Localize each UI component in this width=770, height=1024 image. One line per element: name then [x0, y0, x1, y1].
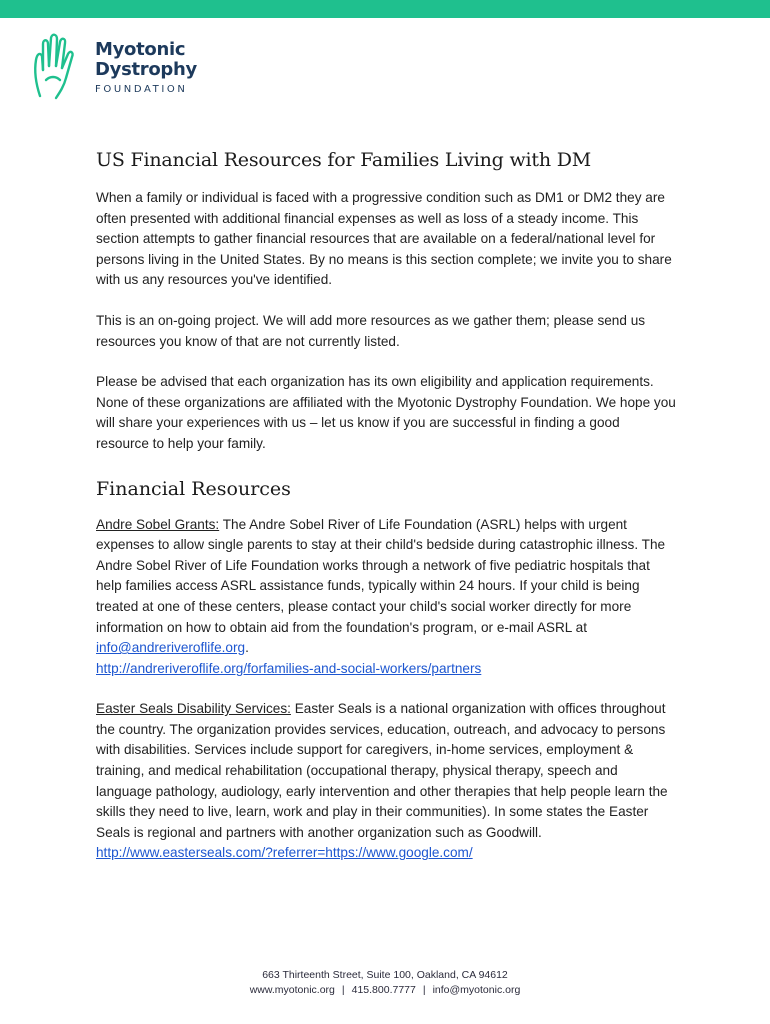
intro-paragraph-1: When a family or individual is faced with a progressive condition such as DM1 or DM2 they are often presented with additional financial expenses as well as loss of a steady income. This section attempts to gather financial resources that are available on a federal/national level for persons living in the United States. By no means is this section complete; we invite you to share with us any resources you've identified. — [96, 190, 672, 288]
footer-email[interactable]: info@myotonic.org — [432, 984, 521, 996]
logo-wordmark-line2: Dystrophy — [95, 59, 197, 80]
footer-phone[interactable]: 415.800.7777 — [351, 984, 416, 996]
resource-url-link[interactable]: http://andreriveroflife.org/forfamilies-and-social-workers/partners — [96, 660, 482, 676]
resource-url-link[interactable]: http://www.easterseals.com/?referrer=https://www.google.com/ — [96, 845, 473, 861]
page-footer — [0, 968, 770, 998]
top-accent-band — [0, 0, 770, 18]
email-link[interactable]: info@andreriveroflife.org — [96, 640, 246, 656]
logo-wordmark-line1: Myotonic — [95, 39, 186, 60]
hand-logo-icon — [30, 30, 90, 102]
resource-andre-sobel — [96, 515, 676, 680]
footer-separator: | — [341, 984, 345, 996]
footer-address: 663 Thirteenth Street, Suite 100, Oakland, CA 94612 — [262, 969, 508, 981]
resource-name: Andre Sobel Grants: — [96, 516, 220, 532]
foundation-logo[interactable] — [30, 30, 230, 102]
logo-wordmark-line3: FOUNDATION — [95, 84, 188, 95]
section-heading: Financial Resources — [96, 477, 291, 500]
resource-description: Easter Seals is a national organization with offices throughout the country. The organization provides services, education, outreach, and advocacy to persons with disabilities. Services include support for caregivers, in-home services, employment & training, and medical rehabilitation (occupational therapy, physical therapy, speech and language pathology, audiology, early intervention and other therapies that help people learn the skills they need to live, learn, work and play in their communities). In some states the Easter Seals is regional and partners with another organization such as Goodwill. — [96, 701, 668, 840]
punctuation: . — [245, 640, 249, 656]
resource-description: The Andre Sobel River of Life Foundation (ASRL) helps with urgent expenses to allow single parents to stay at their child's bedside during catastrophic illness. The Andre Sobel River of Life Foundation works through a network of five pediatric hospitals that help families access ASRL assistance funds, typically within 24 hours. If your child is being treated at one of these centers, please contact your child's social worker directly for more information on how to obtain aid from the foundation's program, or e-mail ASRL at — [96, 516, 666, 635]
intro-paragraph-2: This is an on-going project. We will add more resources as we gather them; please send us resources you know of that are not currently listed. — [96, 312, 646, 349]
resource-easter-seals — [96, 699, 676, 864]
footer-separator: | — [422, 984, 426, 996]
resource-name: Easter Seals Disability Services: — [96, 701, 291, 717]
document-body — [96, 146, 676, 884]
page-title: US Financial Resources for Families Living with DM — [96, 149, 592, 171]
footer-contact-line — [0, 983, 770, 998]
footer-website[interactable]: www.myotonic.org — [249, 984, 335, 996]
intro-paragraph-3: Please be advised that each organization has its own eligibility and application requirements. None of these organizations are affiliated with the Myotonic Dystrophy Foundation. We hope you will share your experiences with us – let us know if you are successful in finding a good resource to help your family. — [96, 374, 676, 451]
